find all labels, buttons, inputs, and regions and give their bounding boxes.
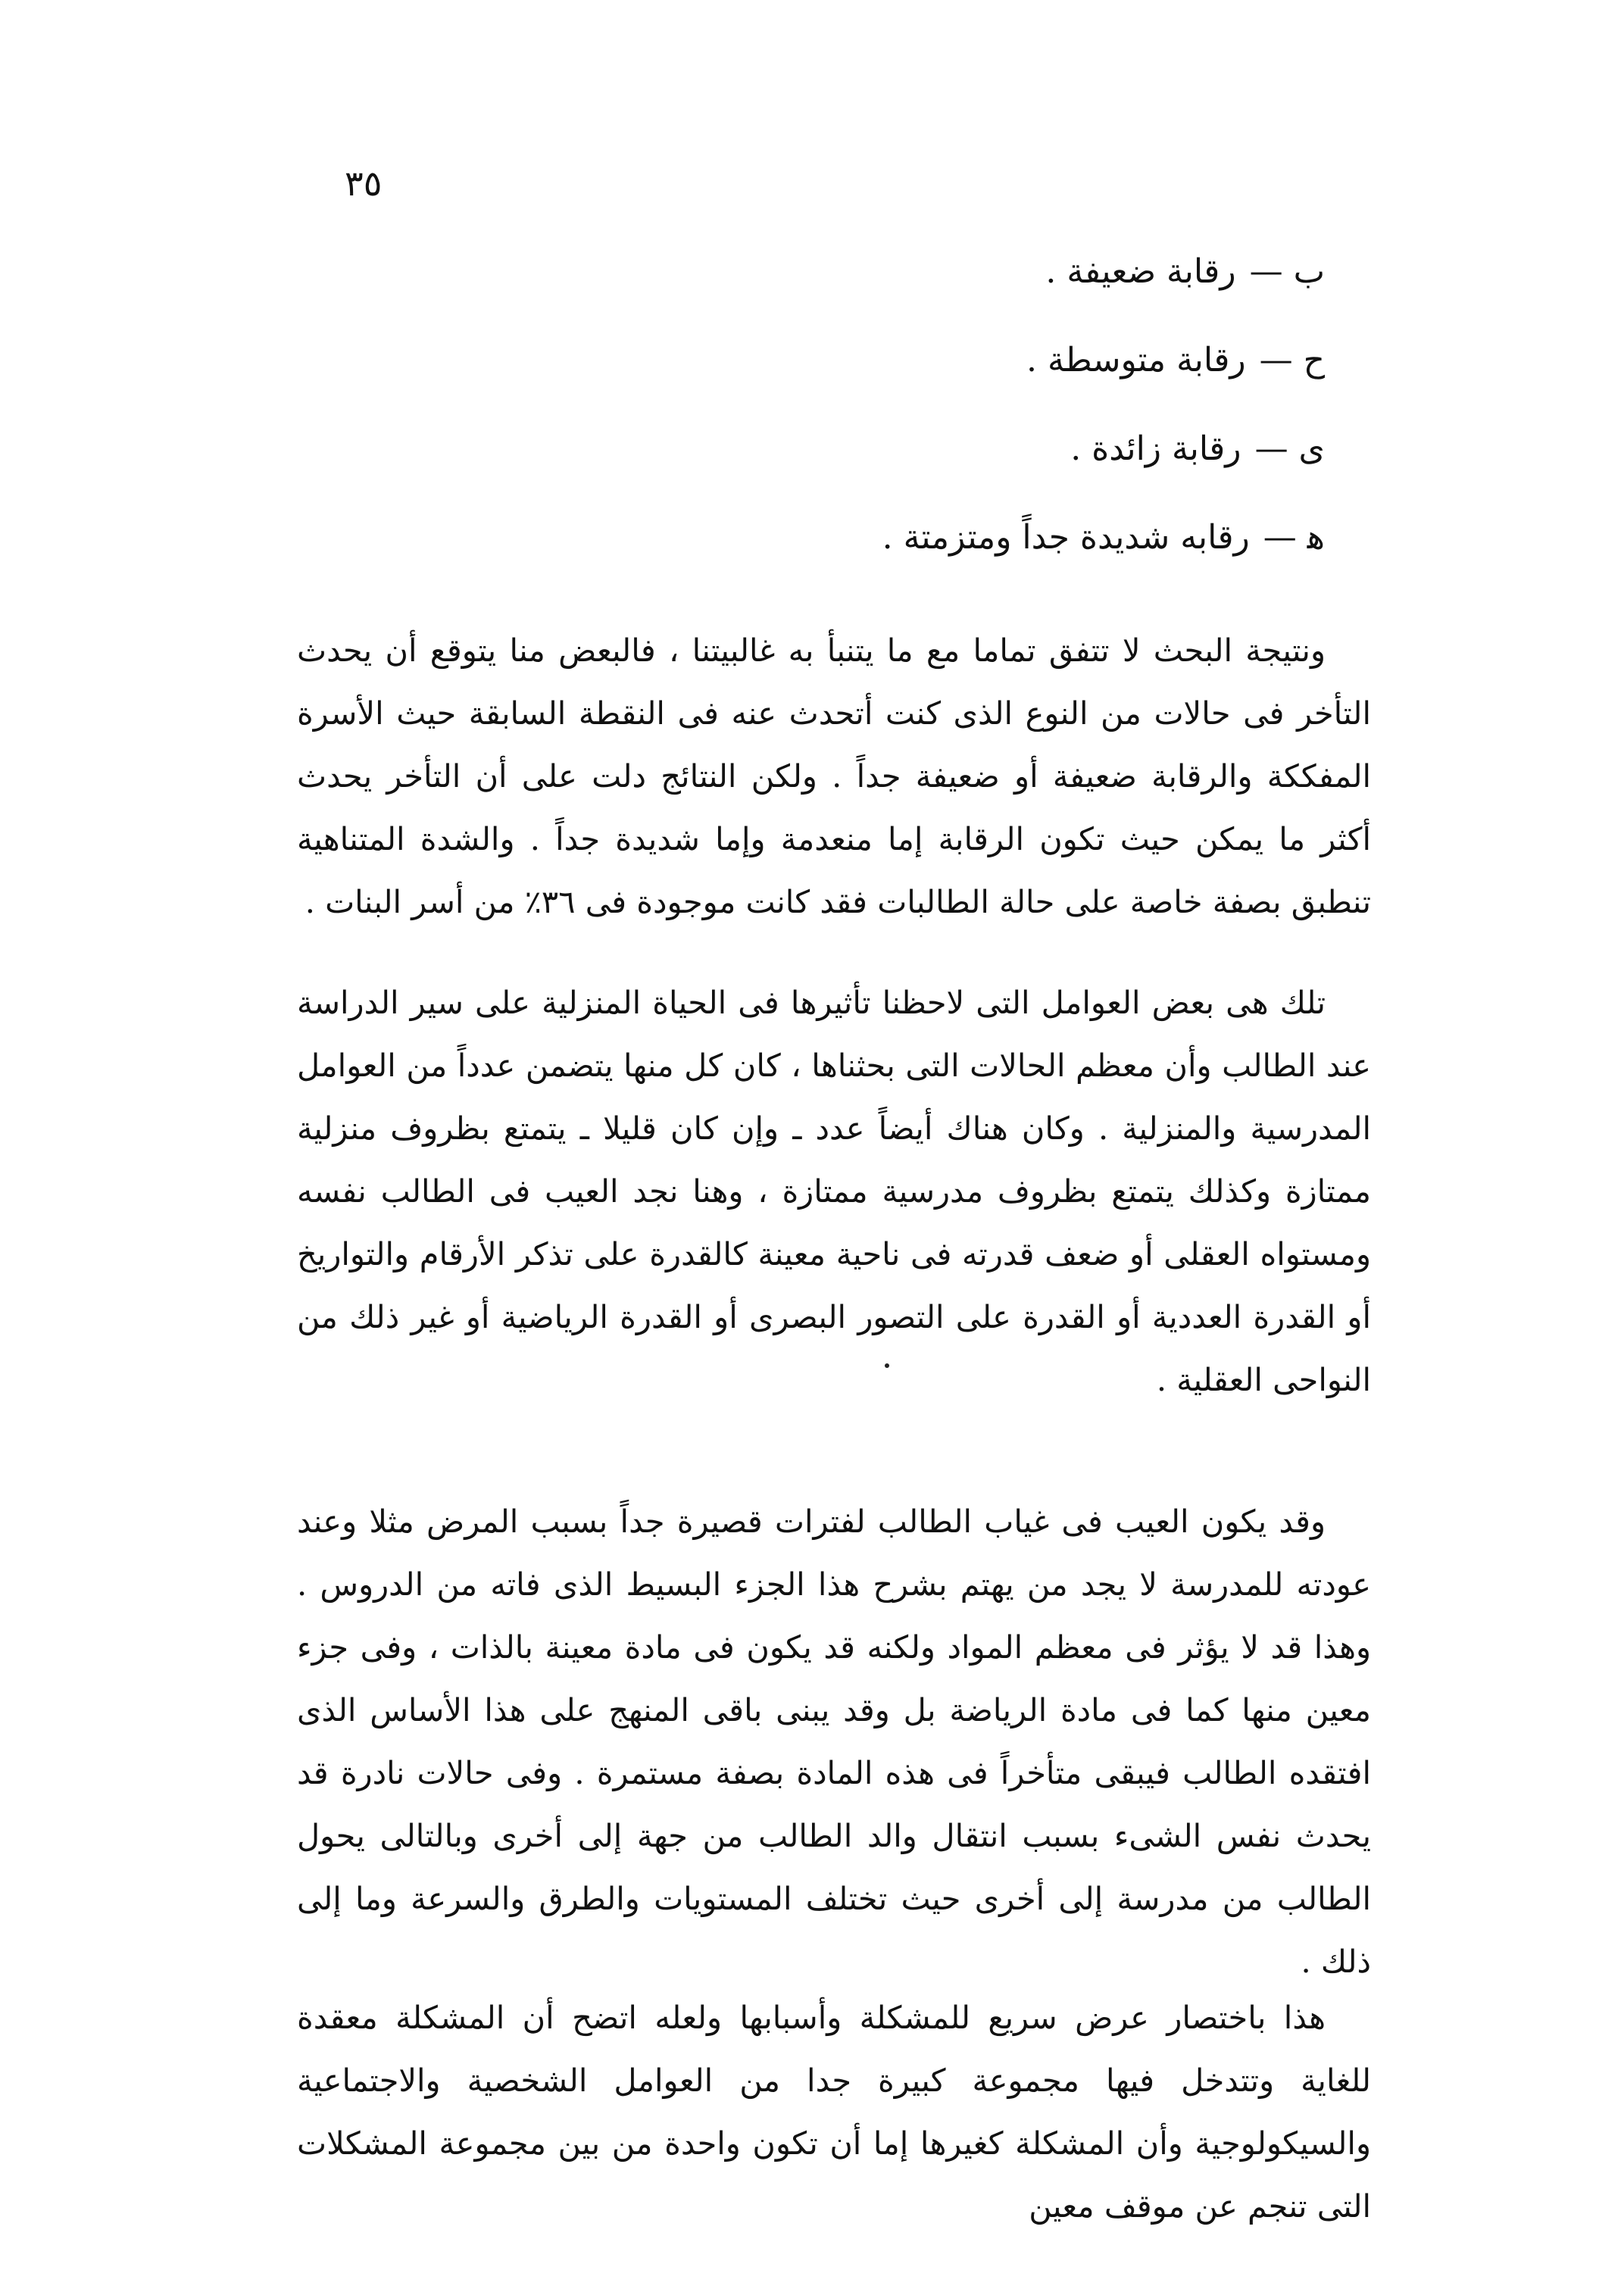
page-number: ٣٥ xyxy=(345,163,383,204)
list-item xyxy=(492,316,1325,404)
list-item-text: رقابه شديدة جداً ومتزمتة . xyxy=(882,518,1250,557)
list-item-marker: ب — xyxy=(1249,252,1325,291)
list-item-text: رقابة متوسطة . xyxy=(1026,341,1246,379)
print-speck xyxy=(885,1363,889,1368)
paragraph-absence: وقد يكون العيب فى غياب الطالب لفترات قصيرة جداً بسبب المرض مثلا وعند عودته للمدرسة لا يجد من يهتم بشرح هذا الجزء البسيط الذى فاته من الدروس . وهذا قد لا يؤثر فى معظم المواد ولكنه قد يكون فى مادة معينة بالذات ، وفى جزء معين منها كما فى مادة الرياضة بل وقد يبنى باقى المنهج على هذا الأساس الذى افتقده الطالب فيبقى متأخراً فى هذه المادة بصفة مستمرة . وفى حالات نادرة قد يحدث نفس الشىء بسبب انتقال والد الطالب من جهة إلى أخرى وبالتالى يحول الطالب من مدرسة إلى أخرى حيث تختلف المستويات والطرق والسرعة وما إلى ذلك . xyxy=(297,1502,1371,1980)
paragraph-summary: هذا باختصار عرض سريع للمشكلة وأسبابها ولعله اتضح أن المشكلة معقدة للغاية وتتدخل فيها مجموعة كبيرة جدا من العوامل الشخصية والاجتماعية والسيكولوجية وأن المشكلة كغيرها إما أن تكون واحدة من بين مجموعة المشكلات التى تنجم عن موقف معين xyxy=(297,1998,1371,2225)
paragraph-home-factors: تلك هى بعض العوامل التى لاحظنا تأثيرها فى الحياة المنزلية على سير الدراسة عند الطالب وأن معظم الحالات التى بحثناها ، كان كل منها يتضمن عدداً من العوامل المدرسية والمنزلية . وكان هناك أيضاً عدد ـ وإن كان قليلا ـ يتمتع بظروف منزلية ممتازة وكذلك يتمتع بظروف مدرسية ممتازة ، وهنا نجد العيب فى الطالب نفسه ومستواه العقلى أو ضعف قدرته فى ناحية معينة كالقدرة على تذكر الأرقام والتواريخ أو القدرة العددية أو القدرة على التصور البصرى أو القدرة الرياضية أو غير ذلك من النواحى العقلية . xyxy=(297,983,1371,1398)
paragraph-research-result: ونتيجة البحث لا تتفق تماما مع ما يتنبأ به غالبيتنا ، فالبعض منا يتوقع أن يحدث التأخر فى حالات من النوع الذى كنت أتحدث عنه فى النقطة السابقة حيث الأسرة المفككة والرقابة ضعيفة أو ضعيفة جداً . ولكن النتائج دلت على أن التأخر يحدث أكثر ما يمكن حيث تكون الرقابة إما منعدمة وإما شديدة جداً . والشدة المتناهية تنطبق بصفة خاصة على حالة الطالبات فقد كانت موجودة فى ٣٦٪ من أسر البنات . xyxy=(297,631,1371,920)
list-item-marker: ى — xyxy=(1254,429,1325,468)
list-item xyxy=(492,404,1325,493)
list-item-text: رقابة زائدة . xyxy=(1070,429,1241,468)
list-item-marker: ح — xyxy=(1259,341,1325,379)
control-levels-list xyxy=(492,227,1325,582)
list-item xyxy=(492,493,1325,582)
list-item-marker: ﻫ — xyxy=(1263,518,1325,557)
list-item-text: رقابة ضعيفة . xyxy=(1045,252,1236,291)
list-item xyxy=(492,227,1325,316)
